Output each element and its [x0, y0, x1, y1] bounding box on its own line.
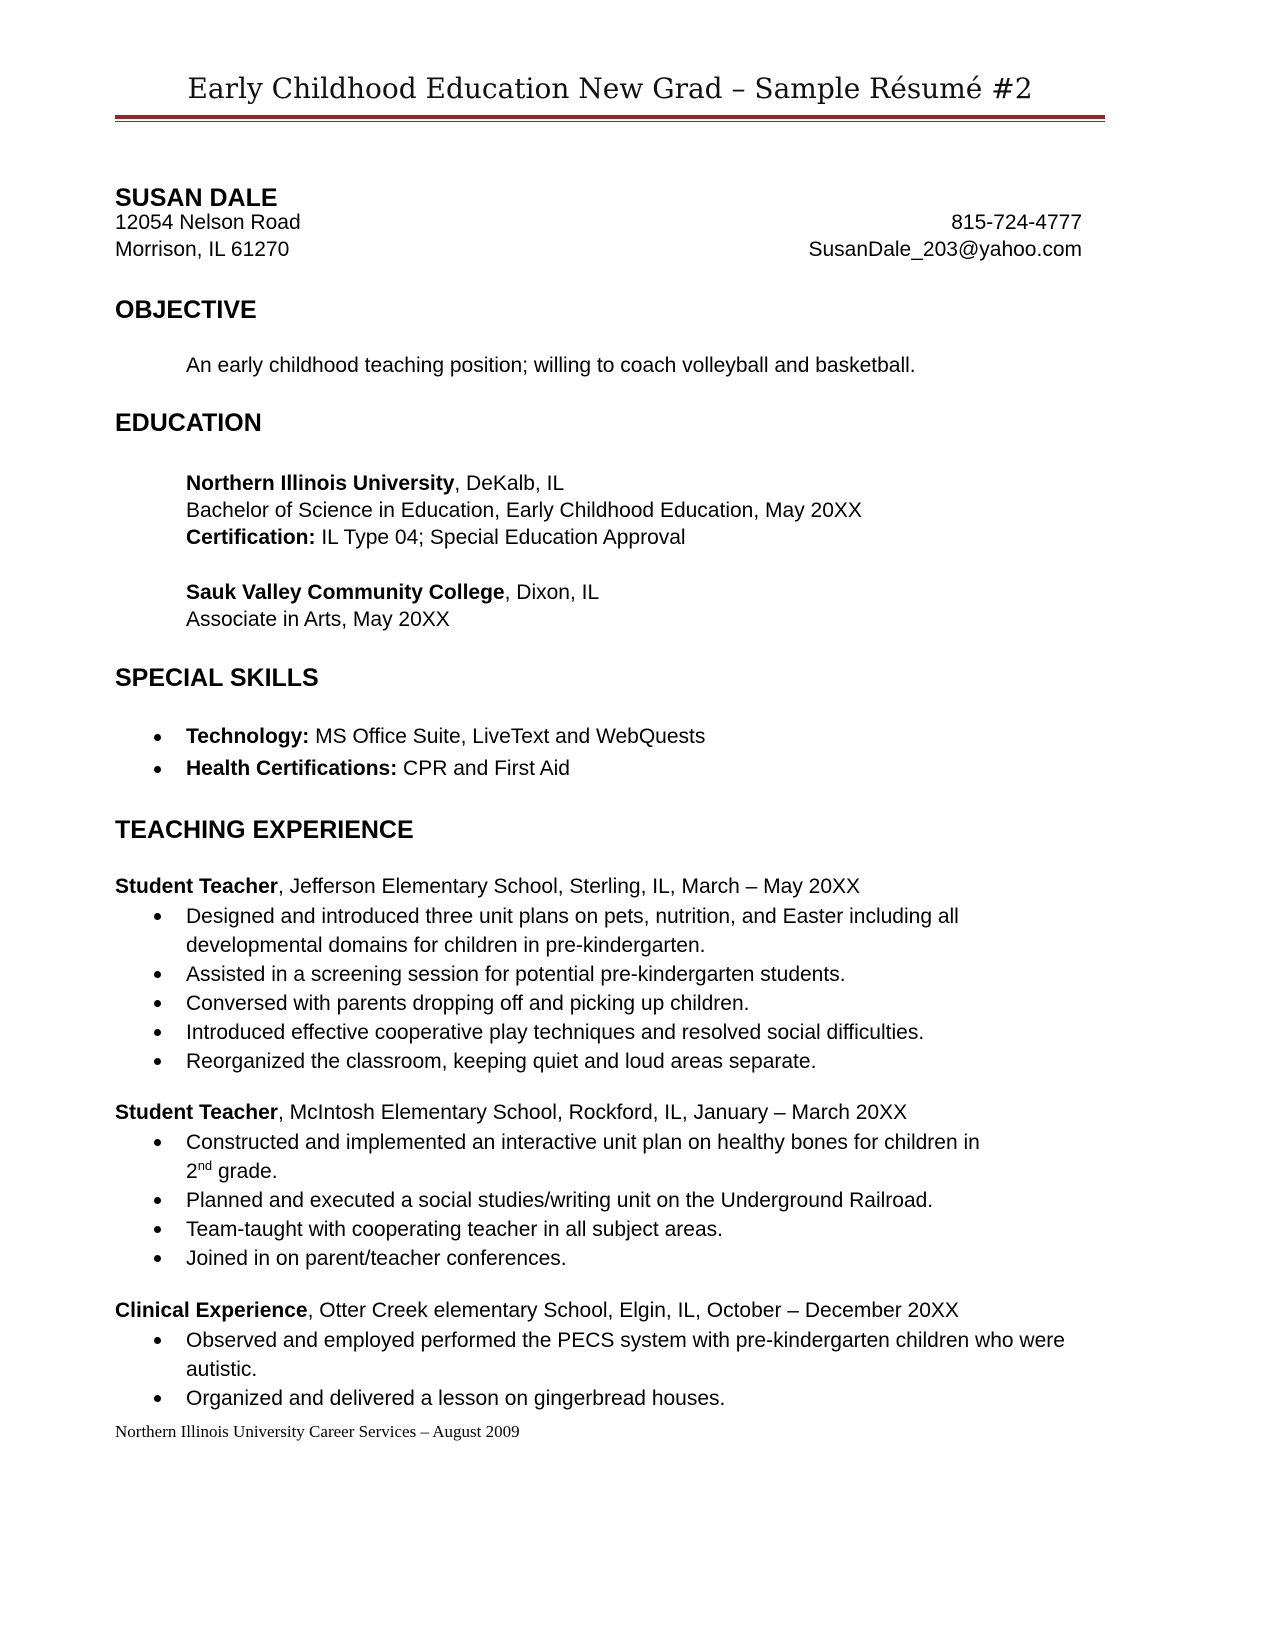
bullet-text: Constructed and implemented an interactive unit plan on healthy bones for children in: [186, 1131, 980, 1154]
skills-list: [115, 721, 1105, 785]
bullet-icon: [154, 1255, 161, 1262]
bullet-text: Reorganized the classroom, keeping quiet and loud areas separate.: [186, 1050, 817, 1073]
school-2-degree: Associate in Arts, May 20XX: [186, 608, 450, 631]
bullet-text: Team-taught with cooperating teacher in all subject areas.: [186, 1218, 723, 1241]
bullet-icon: [154, 1226, 161, 1233]
bullet-icon: [154, 766, 161, 773]
job-3-header: [115, 1297, 959, 1325]
list-item: [115, 721, 1105, 753]
list-item: [115, 1326, 1090, 1384]
list-item: [115, 1244, 1095, 1273]
job-2-bullets: [115, 1128, 1095, 1273]
school-1-name: Northern Illinois University: [186, 472, 455, 495]
list-item: [115, 1128, 1095, 1186]
list-item: [115, 1384, 1090, 1413]
bullet-icon: [154, 971, 161, 978]
bullet-icon: [154, 1337, 161, 1344]
bullet-text: Organized and delivered a lesson on gingerbread houses.: [186, 1387, 726, 1410]
header-rule-thick: [115, 115, 1105, 119]
bullet-text: Introduced effective cooperative play techniques and resolved social difficulties.: [186, 1021, 925, 1044]
skill-value: MS Office Suite, LiveText and WebQuests: [309, 725, 706, 748]
address-line-2: Morrison, IL 61270: [115, 238, 290, 261]
school-1-location: , DeKalb, IL: [454, 472, 565, 495]
list-item: [115, 960, 1075, 989]
job-1-bullets: [115, 902, 1075, 1076]
bullet-icon: [154, 1000, 161, 1007]
page-footer: Northern Illinois University Career Services – August 2009: [115, 1422, 520, 1441]
grade-suffix: nd: [197, 1158, 213, 1173]
phone-number: 815-724-4777: [951, 211, 1082, 234]
bullet-text: Observed and employed performed the PECS system with pre-kindergarten children who were autistic.: [186, 1329, 1065, 1381]
job-2-header: [115, 1099, 907, 1127]
job-3-bullets: [115, 1326, 1090, 1413]
list-item: [115, 1047, 1075, 1076]
skill-label: Health Certifications:: [186, 757, 398, 780]
job-1-header: [115, 873, 860, 901]
certification-value: IL Type 04; Special Education Approval: [315, 526, 686, 549]
job-3-details: , Otter Creek elementary School, Elgin, IL, October – December 20XX: [307, 1299, 959, 1322]
skill-value: CPR and First Aid: [397, 757, 570, 780]
list-item: [115, 1215, 1095, 1244]
job-3-title: Clinical Experience: [115, 1299, 308, 1322]
address-line-1: 12054 Nelson Road: [115, 211, 301, 234]
job-2-details: , McIntosh Elementary School, Rockford, IL, January – March 20XX: [277, 1101, 908, 1124]
list-item: [115, 1018, 1075, 1047]
bullet-icon: [154, 1029, 161, 1036]
email-address: SusanDale_203@yahoo.com: [808, 238, 1082, 261]
bullet-icon: [154, 734, 161, 741]
school-1-certification: [186, 524, 686, 552]
bullet-text: Joined in on parent/teacher conferences.: [186, 1247, 567, 1270]
bullet-icon: [154, 1139, 161, 1146]
bullet-text-tail: grade.: [212, 1160, 278, 1183]
job-2-title: Student Teacher: [115, 1101, 278, 1124]
job-1-title: Student Teacher: [115, 875, 278, 898]
objective-heading: OBJECTIVE: [115, 296, 257, 324]
applicant-name: SUSAN DALE: [115, 184, 278, 212]
list-item: [115, 753, 1105, 785]
bullet-icon: [154, 1058, 161, 1065]
list-item: [115, 902, 1075, 960]
bullet-text: Assisted in a screening session for potential pre-kindergarten students.: [186, 963, 846, 986]
school-2-line: [186, 579, 599, 607]
list-item: [115, 1186, 1095, 1215]
bullet-text: Planned and executed a social studies/writing unit on the Underground Railroad.: [186, 1189, 934, 1212]
experience-heading: TEACHING EXPERIENCE: [115, 816, 414, 844]
skill-label: Technology:: [186, 725, 310, 748]
school-2-name: Sauk Valley Community College: [186, 581, 505, 604]
school-1-degree: Bachelor of Science in Education, Early Childhood Education, May 20XX: [186, 499, 862, 522]
header-rule-thin: [115, 121, 1105, 122]
list-item: [115, 989, 1075, 1018]
skills-heading: SPECIAL SKILLS: [115, 664, 319, 692]
grade-number: 2: [186, 1160, 198, 1183]
bullet-text: Conversed with parents dropping off and picking up children.: [186, 992, 750, 1015]
objective-text: An early childhood teaching position; willing to coach volleyball and basketball.: [186, 354, 916, 377]
bullet-icon: [154, 1197, 161, 1204]
school-2-location: , Dixon, IL: [504, 581, 600, 604]
school-1-line: [186, 470, 564, 498]
education-heading: EDUCATION: [115, 409, 262, 437]
bullet-icon: [154, 1395, 161, 1402]
bullet-icon: [154, 913, 161, 920]
document-title: Early Childhood Education New Grad – Sample Résumé #2: [187, 72, 1033, 105]
certification-label: Certification:: [186, 526, 316, 549]
job-1-details: , Jefferson Elementary School, Sterling, IL, March – May 20XX: [277, 875, 861, 898]
bullet-text: Designed and introduced three unit plans on pets, nutrition, and Easter including all developmental domains for children in pre-kindergarten.: [186, 905, 959, 957]
